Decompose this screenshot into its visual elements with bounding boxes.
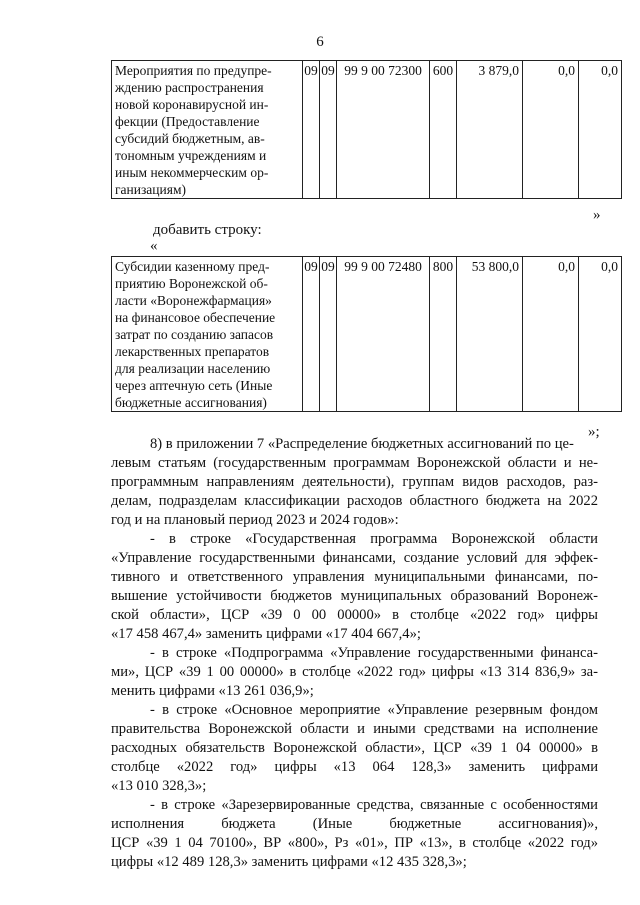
body-line: - в строке «Государственная программа Воронежской области (150, 531, 598, 547)
csr-cell: 99 9 00 72300 (337, 61, 430, 199)
name-line: ганизациям) (115, 182, 187, 197)
name-line: Мероприятия по предупре- (115, 63, 272, 78)
body-line: вышение устойчивости бюджетов муниципальных образований Воронеж- (111, 588, 598, 604)
expense-table-row-pharmacy (111, 256, 622, 412)
name-line: затрат по созданию запасов (115, 327, 274, 342)
body-line: 8) в приложении 7 «Распределение бюджетных ассигнований по це- (150, 436, 574, 452)
body-line: ми», ЦСР «39 1 00 00000» в столбце «2022 год» цифры «13 314 836,9» за- (111, 664, 598, 680)
name-line: ласти «Воронежфармация» (115, 293, 272, 308)
name-line: Субсидии казенному пред- (115, 259, 270, 274)
name-line: бюджетные ассигнования) (115, 395, 267, 410)
body-line: менить цифрами «13 261 036,9»; (111, 683, 314, 699)
closing-quote: »; (588, 424, 600, 440)
table-row (112, 61, 622, 199)
body-line: программным направлениям деятельности), группам видов расходов, раз- (111, 474, 598, 490)
body-line: цифры «12 489 128,3» заменить цифрами «12 435 328,3»; (111, 854, 467, 870)
body-line: год и на плановый период 2023 и 2024 годов»: (111, 512, 399, 528)
body-line: «Управление государственными финансами, создание условий для эффек- (111, 550, 598, 566)
body-line: столбце «2022 год» цифры «13 064 128,3» заменить цифрами (111, 759, 598, 775)
name-line: лекарственных препаратов (115, 344, 270, 359)
amount-2023-cell: 0,0 (523, 61, 579, 199)
body-line: правительства Воронежской области и иными средствами на исполнение (111, 721, 598, 737)
name-line: для реализации населению (115, 361, 271, 376)
body-line: «17 458 467,4» заменить цифрами «17 404 667,4»; (111, 626, 421, 642)
closing-quote: » (593, 207, 601, 223)
amount-2024-cell: 0,0 (579, 61, 622, 199)
name-line: новой коронавирусной ин- (115, 97, 269, 112)
page-number: 6 (316, 34, 324, 50)
name-line: субсидий бюджетным, ав- (115, 131, 265, 146)
body-line: делам, подразделам классификации расходов областного бюджета на 2022 (111, 493, 598, 509)
name-line: через аптечную сеть (Иные (115, 378, 273, 393)
rz-cell: 09 (303, 61, 320, 199)
body-line: тивного и ответственного управления муниципальными финансами, по- (111, 569, 598, 585)
name-line: ждению распространения (115, 80, 264, 95)
vr-cell: 800 (430, 257, 457, 412)
pr-cell: 09 (320, 257, 337, 412)
table-row (112, 257, 622, 412)
name-line: иным некоммерческим ор- (115, 165, 269, 180)
body-line: исполнения бюджета (Иные бюджетные ассигнования)», (111, 816, 598, 832)
name-line: на финансовое обеспечение (115, 310, 276, 325)
rz-cell: 09 (303, 257, 320, 412)
body-line: расходных обязательств Воронежской области», ЦСР «39 1 04 00000» в (111, 740, 598, 756)
name-line: приятию Воронежской об- (115, 276, 268, 291)
pr-cell: 09 (320, 61, 337, 199)
body-line: - в строке «Зарезервированные средства, связанные с особенностями (150, 797, 598, 813)
expense-table-row-covid (111, 60, 622, 199)
amount-2024-cell: 0,0 (579, 257, 622, 412)
body-line: «13 010 328,3»; (111, 778, 207, 794)
amount-2023-cell: 0,0 (523, 257, 579, 412)
name-line: фекции (Предоставление (115, 114, 260, 129)
body-line: - в строке «Основное мероприятие «Управление резервным фондом (150, 702, 598, 718)
vr-cell: 600 (430, 61, 457, 199)
expense-name-cell (112, 61, 303, 199)
name-line: тономным учреждениям и (115, 148, 267, 163)
expense-name-cell (112, 257, 303, 412)
add-row-label: добавить строку: (153, 222, 262, 238)
amount-2022-cell: 53 800,0 (457, 257, 523, 412)
body-line: левым статьям (государственным программам Воронежской области и не- (111, 455, 598, 471)
body-line: - в строке «Подпрограмма «Управление государственными финанса- (150, 645, 598, 661)
amount-2022-cell: 3 879,0 (457, 61, 523, 199)
body-line: ской области», ЦСР «39 0 00 00000» в столбце «2022 год» цифры (111, 607, 598, 623)
opening-quote: « (150, 238, 158, 254)
csr-cell: 99 9 00 72480 (337, 257, 430, 412)
body-line: ЦСР «39 1 04 70100», ВР «800», Рз «01», ПР «13», в столбце «2022 год» (111, 835, 598, 851)
